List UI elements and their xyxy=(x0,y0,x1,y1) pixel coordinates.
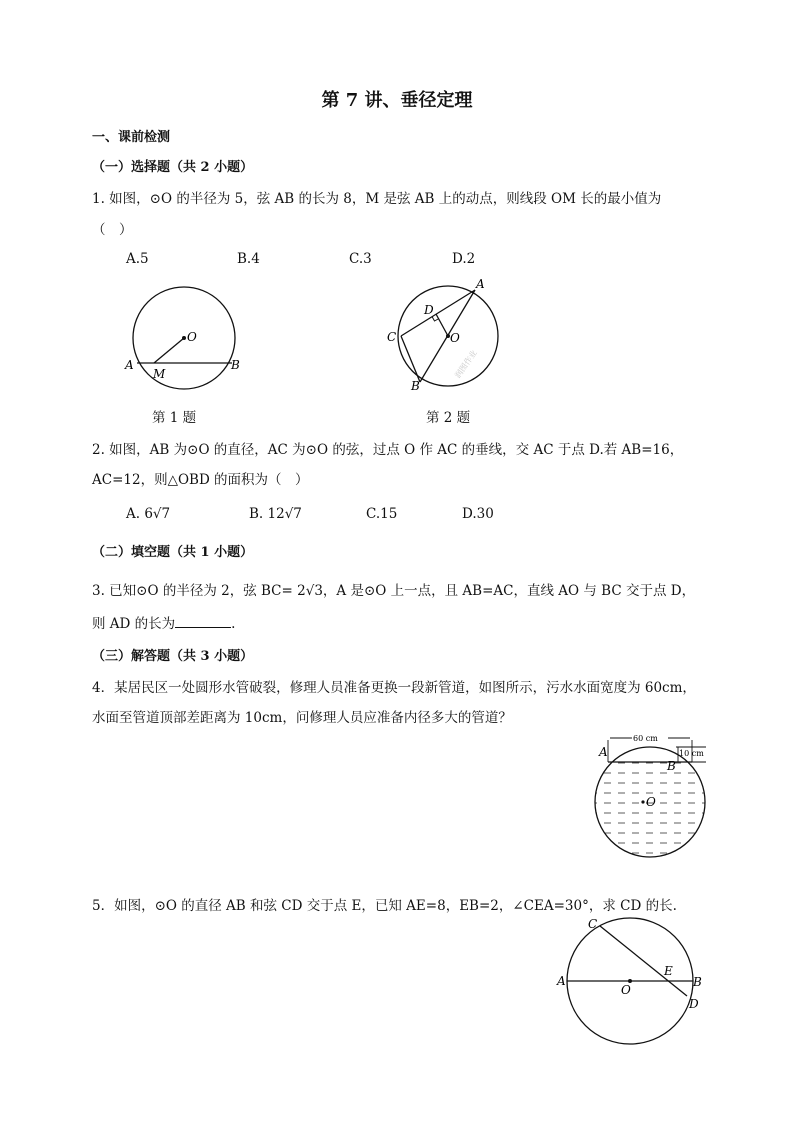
part-heading-fill: （二）填空题（共 1 小题） xyxy=(92,545,254,560)
question-4-line-1: 4．某居民区一处圆形水管破裂，修理人员准备更换一段新管道，如图所示，污水水面宽度为 60cm， xyxy=(92,680,696,696)
fig5-label-c: C xyxy=(588,917,598,931)
fig1-label-o: O xyxy=(187,330,197,344)
part-heading-choice: （一）选择题（共 2 小题） xyxy=(92,160,254,175)
q3-text-b: ，A 是⊙O 上一点，且 AB=AC，直线 AO 与 BC 交于点 D， xyxy=(322,583,696,599)
q2-option-d: D.30 xyxy=(462,506,494,522)
fig1-label-a: A xyxy=(125,358,134,372)
fig1-label-m: M xyxy=(153,367,166,381)
q1-option-d: D.2 xyxy=(452,251,476,267)
q1-option-b: B.4 xyxy=(237,251,260,267)
question-5-line-1: 5．如图，⊙O 的直径 AB 和弦 CD 交于点 E，已知 AE=8，EB=2，∠CEA=30°，求 CD 的长. xyxy=(92,898,677,914)
figure-4-pipe xyxy=(588,728,718,860)
question-4-line-2: 水面至管道顶部差距离为 10cm，问修理人员应准备内径多大的管道？ xyxy=(92,710,512,726)
fig1-center-dot xyxy=(182,336,186,340)
q2-option-b-radicand: 7 xyxy=(293,506,302,522)
question-2-line-2: AC=12，则△OBD 的面积为（ ） xyxy=(92,472,309,488)
q1-option-a: A.5 xyxy=(126,251,149,267)
q3-text-d: . xyxy=(231,616,236,632)
q2-option-a xyxy=(126,506,170,522)
q2-option-a-prefix: A. 6 xyxy=(126,506,153,522)
fig2-label-a: A xyxy=(476,278,485,291)
fig2-segment-od xyxy=(436,314,448,336)
section-heading: 一、课前检测 xyxy=(92,130,171,145)
fig2-label-o: O xyxy=(450,331,460,345)
fig5-label-d: D xyxy=(689,997,699,1011)
question-3-line-1 xyxy=(92,579,695,599)
fig1-label-b: B xyxy=(231,358,240,372)
q2-option-b xyxy=(249,506,302,522)
page-title: 第 7 讲、垂径定理 xyxy=(321,90,473,111)
sqrt-icon: √ xyxy=(284,506,294,522)
question-1-line-1: 1. 如图，⊙O 的半径为 5，弦 AB 的长为 8，M 是弦 AB 上的动点，则线段 OM 长的最小值为 xyxy=(92,191,662,207)
q3-radicand: 3 xyxy=(314,583,323,599)
fig2-watermark: 润图作业 xyxy=(453,348,479,380)
fig2-label-c: C xyxy=(387,330,397,344)
fig4-height-label: 10 cm xyxy=(679,749,704,758)
figure-1 xyxy=(118,283,248,395)
fig5-label-b: B xyxy=(693,975,702,989)
figure-2-caption: 第 2 题 xyxy=(426,410,471,426)
q3-text-a: 3. 已知⊙O 的半径为 2，弦 BC= 2 xyxy=(92,583,306,599)
figure-2 xyxy=(380,278,510,396)
fig4-center-dot xyxy=(641,800,644,803)
fig5-label-e: E xyxy=(664,964,673,978)
fig4-label-a: A xyxy=(599,745,608,759)
fig5-label-o: O xyxy=(621,983,631,997)
fig5-label-a: A xyxy=(557,974,566,988)
fig4-label-o: O xyxy=(646,795,656,809)
question-1-line-2: （ ） xyxy=(92,222,133,238)
fig1-segment-om xyxy=(154,338,184,363)
figure-1-caption: 第 1 题 xyxy=(152,410,197,426)
fig2-label-b: B xyxy=(411,379,420,393)
sqrt-icon: √ xyxy=(152,506,162,522)
fig2-chord-ac xyxy=(401,290,475,336)
sqrt-icon: √ xyxy=(305,583,315,599)
answer-blank[interactable] xyxy=(175,615,231,628)
q2-option-b-prefix: B. 12 xyxy=(249,506,285,522)
question-3-line-2 xyxy=(92,612,235,632)
q3-text-c: 则 AD 的长为 xyxy=(92,616,176,632)
question-2-line-1: 2. 如图，AB 为⊙O 的直径，AC 为⊙O 的弦，过点 O 作 AC 的垂线，交 AC 于点 D.若 AB=16， xyxy=(92,442,684,458)
fig2-label-d: D xyxy=(424,303,434,317)
fig4-label-b: B xyxy=(667,759,676,773)
q1-option-c: C.3 xyxy=(349,251,372,267)
figure-5 xyxy=(550,912,710,1048)
part-heading-solve: （三）解答题（共 3 小题） xyxy=(92,649,254,664)
fig4-width-label: 60 cm xyxy=(633,734,658,743)
q2-option-c: C.15 xyxy=(366,506,398,522)
q2-option-a-radicand: 7 xyxy=(161,506,171,522)
